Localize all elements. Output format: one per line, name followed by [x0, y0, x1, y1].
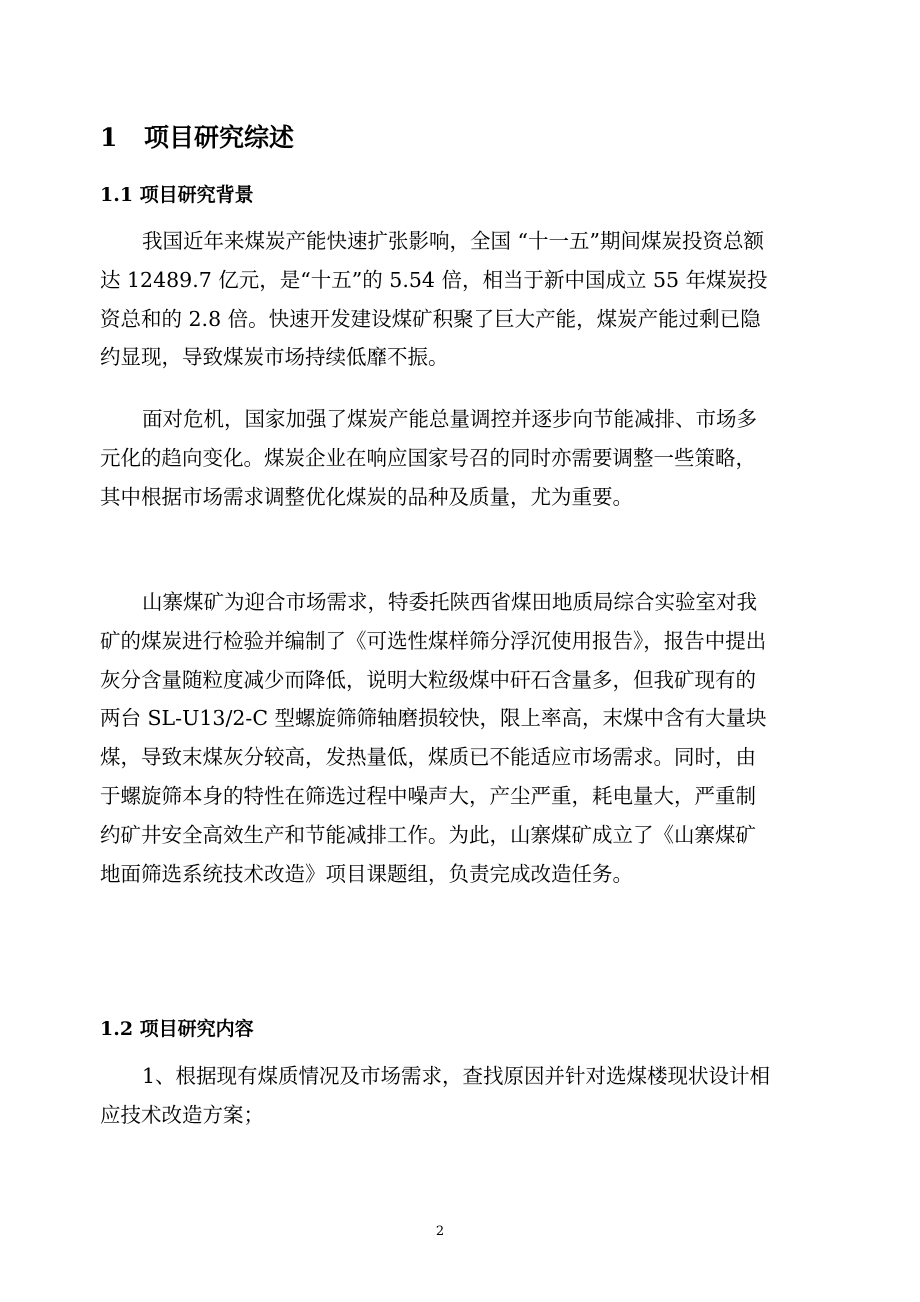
chapter-heading — [100, 118, 294, 158]
page-number: 2 — [435, 1224, 445, 1239]
chapter-title: 项目研究综述 — [144, 123, 295, 152]
background-paragraph-3: 山寨煤矿为迎合市场需求，特委托陕西省煤田地质局综合实验室对我矿的煤炭进行检验并编制了《可选性煤样筛分浮沉使用报告》，报告中提出灰分含量随粒度减少而降低，说明大粒级煤中矸石含量多，但我矿现有的两台 SL-U13/2-C 型螺旋筛筛轴磨损较快，限上率高，末煤中含有大量块煤，导致末煤灰分较高，发热量低，煤质已不能适应市场需求。同时，由于螺旋筛本身的特性在筛选过程中噪声大，产尘严重，耗电量大，严重制约矿井安全高效生产和节能减排工作。为此，山寨煤矿成立了《山寨煤矿地面筛选系统技术改造》项目课题组，负责完成改造任务。 — [100, 590, 767, 886]
section-heading-1-1: 1.1 项目研究背景 — [100, 184, 254, 206]
background-paragraph-2: 面对危机，国家加强了煤炭产能总量调控并逐步向节能减排、市场多元化的趋向变化。煤炭企业在响应国家号召的同时亦需要调整一些策略，其中根据市场需求调整优化煤炭的品种及质量，尤为重要。 — [100, 407, 757, 509]
section-heading-1-2: 1.2 项目研究内容 — [100, 1018, 254, 1040]
chapter-number: 1 — [100, 123, 118, 152]
content-paragraph-1: 1、根据现有煤质情况及市场需求，查找原因并针对选煤楼现状设计相应技术改造方案； — [100, 1064, 771, 1127]
background-paragraph-1: 我国近年来煤炭产能快速扩张影响，全国 “十一五”期间煤炭投资总额达 12489.7 亿元，是“十五”的 5.54 倍，相当于新中国成立 55 年煤炭投资总和的 2.8 倍。快速开发建设煤矿积聚了巨大产能，煤炭产能过剩已隐约显现，导致煤炭市场持续低靡不振。 — [100, 229, 768, 370]
